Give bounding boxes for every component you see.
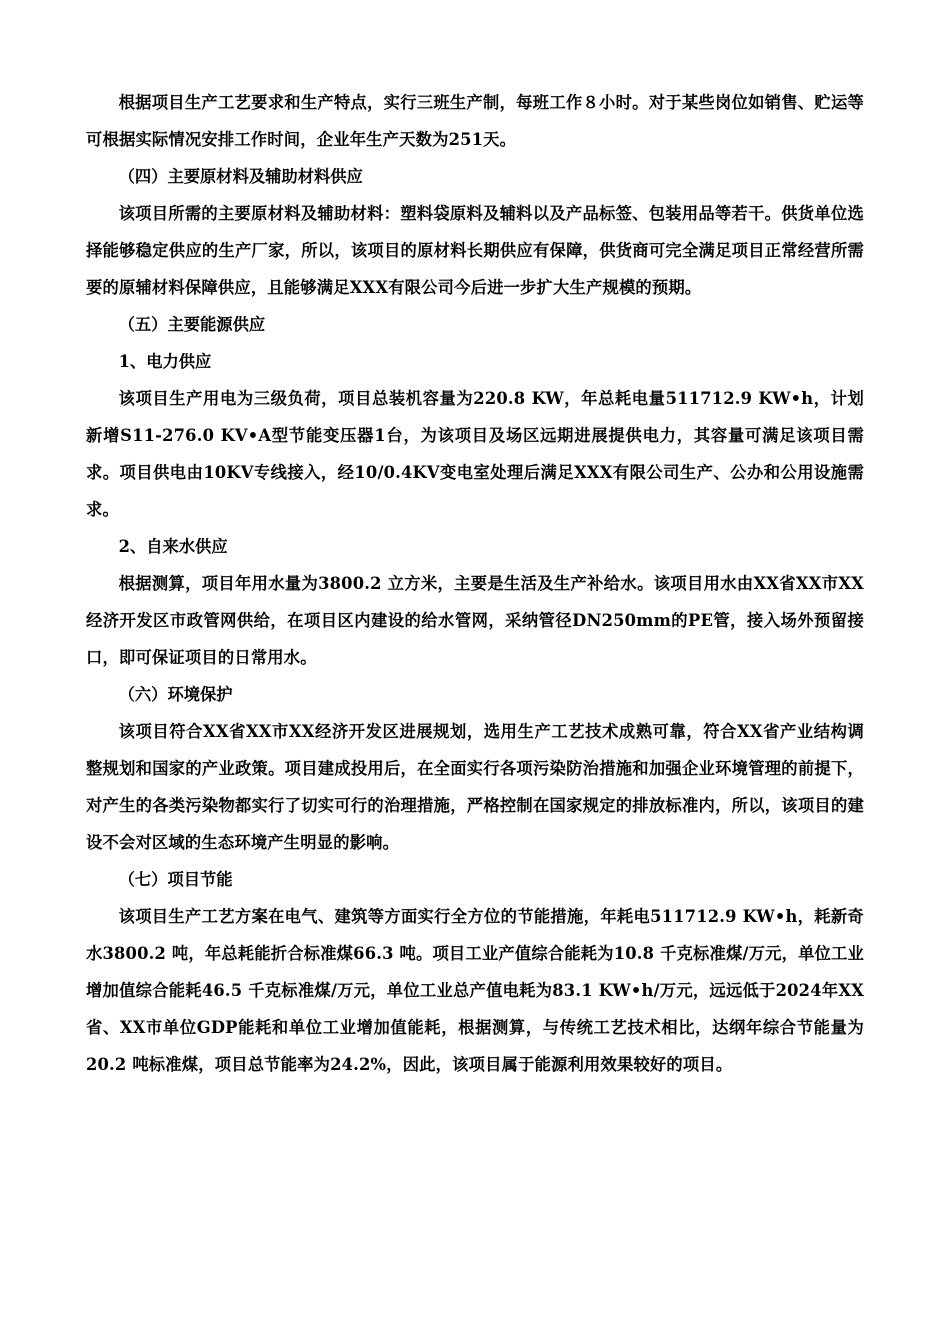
- document-body: [86, 84, 864, 1083]
- paragraph-energy-saving: 该项目生产工艺方案在电气、建筑等方面实行全方位的节能措施，年耗电511712.9 KW•h，耗新奇水3800.2 吨，年总耗能折合标准煤66.3 吨。项目工业产值综合能耗为10.8 千克标准煤/万元，单位工业增加值综合能耗46.5 千克标准煤/万元，单位工业总产值电耗为83.1 KW•h/万元，远远低于2024年XX省、XX市单位GDP能耗和单位工业增加值能耗，根据测算，与传统工艺技术相比，达纲年综合节能量为20.2 吨标准煤，项目总节能率为24.2%，因此，该项目属于能源利用效果较好的项目。: [86, 907, 864, 1074]
- heading-energy-supply: （五）主要能源供应: [118, 315, 266, 334]
- heading-water-supply: 2、自来水供应: [118, 537, 228, 556]
- heading-energy-saving: （七）项目节能: [118, 870, 233, 889]
- paragraph-environment: 该项目符合XX省XX市XX经济开发区进展规划，选用生产工艺技术成熟可靠，符合XX省产业结构调整规划和国家的产业政策。项目建成投用后，在全面实行各项污染防治措施和加强企业环境管理的前提下，对产生的各类污染物都实行了切实可行的治理措施，严格控制在国家规定的排放标准内，所以，该项目的建设不会对区域的生态环境产生明显的影响。: [86, 722, 864, 852]
- paragraph-raw-materials: 该项目所需的主要原材料及辅助材料：塑料袋原料及辅料以及产品标签、包装用品等若干。供货单位选择能够稳定供应的生产厂家，所以，该项目的原材料长期供应有保障，供货商可完全满足项目正常经营所需要的原辅材料保障供应，且能够满足XXX有限公司今后进一步扩大生产规模的预期。: [86, 204, 864, 297]
- heading-raw-materials: （四）主要原材料及辅助材料供应: [118, 167, 363, 186]
- paragraph-power-supply: 该项目生产用电为三级负荷，项目总装机容量为220.8 KW，年总耗电量511712.9 KW•h，计划新增S11-276.0 KV•A型节能变压器1台，为该项目及场区远期进展提供电力，其容量可满足该项目需求。项目供电由10KV专线接入，经10/0.4KV变电室处理后满足XXX有限公司生产、公办和公用设施需求。: [86, 389, 864, 519]
- paragraph-work-schedule: 根据项目生产工艺要求和生产特点，实行三班生产制，每班工作８小时。对于某些岗位如销售、贮运等可根据实际情况安排工作时间，企业年生产天数为251天。: [86, 93, 864, 149]
- heading-power-supply: 1、电力供应: [118, 352, 212, 371]
- paragraph-water-supply: 根据测算，项目年用水量为3800.2 立方米，主要是生活及生产补给水。该项目用水由XX省XX市XX经济开发区市政管网供给，在项目区内建设的给水管网，采纳管径DN250mm的PE管，接入场外预留接口，即可保证项目的日常用水。: [86, 574, 864, 667]
- heading-environment: （六）环境保护: [118, 685, 233, 704]
